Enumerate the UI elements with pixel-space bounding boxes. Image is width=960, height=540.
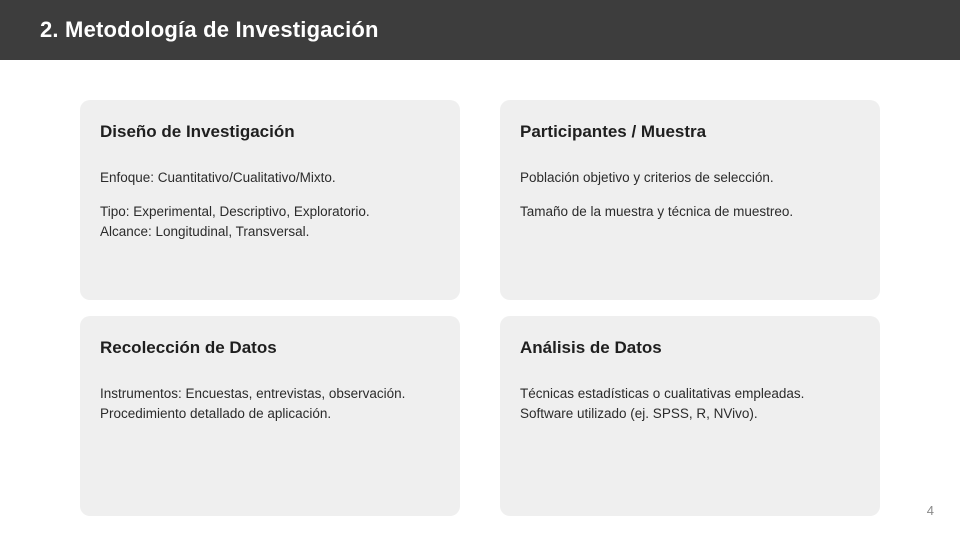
card-paragraph: Población objetivo y criterios de selección.	[520, 170, 774, 186]
card-diseno-investigacion	[80, 100, 460, 300]
card-paragraph: Procedimiento detallado de aplicación.	[100, 405, 332, 421]
card-body	[520, 384, 860, 423]
card-analisis-datos	[500, 316, 880, 516]
slide-header-bar	[0, 0, 960, 60]
cards-grid	[80, 100, 880, 516]
card-paragraph: Software utilizado (ej. SPSS, R, NVivo).	[520, 405, 758, 421]
card-paragraph: Alcance: Longitudinal, Transversal.	[100, 223, 310, 239]
card-title: Análisis de Datos	[520, 338, 662, 357]
card-paragraph: Tamaño de la muestra y técnica de muestreo.	[520, 203, 794, 219]
card-title: Diseño de Investigación	[100, 122, 295, 141]
card-participantes-muestra	[500, 100, 880, 300]
page-number: 4	[926, 503, 934, 518]
card-title: Participantes / Muestra	[520, 122, 707, 141]
card-paragraph: Tipo: Experimental, Descriptivo, Exploratorio.	[100, 203, 370, 219]
card-paragraph: Instrumentos: Encuestas, entrevistas, observación.	[100, 386, 406, 402]
card-body	[100, 168, 440, 241]
card-title: Recolección de Datos	[100, 338, 277, 357]
card-paragraph: Enfoque: Cuantitativo/Cualitativo/Mixto.	[100, 170, 336, 186]
card-recoleccion-datos	[80, 316, 460, 516]
card-body	[100, 384, 440, 423]
card-body	[520, 168, 860, 221]
page-title: 2. Metodología de Investigación	[40, 17, 379, 42]
card-paragraph: Técnicas estadísticas o cualitativas empleadas.	[520, 386, 805, 402]
